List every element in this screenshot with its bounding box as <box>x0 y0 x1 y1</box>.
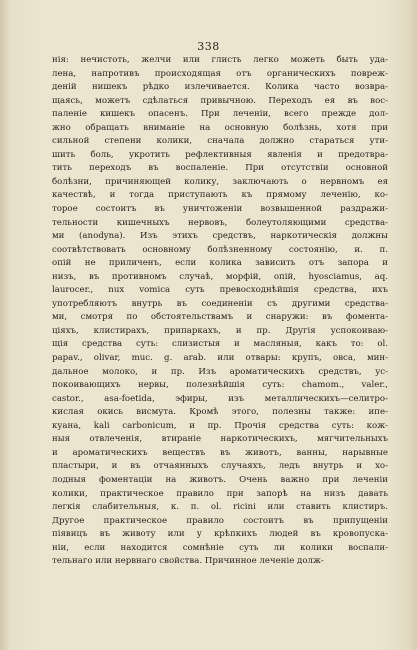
text-line: Другое практическое правило состоитъ въ припущеніи <box>52 515 388 526</box>
text-line: легкія слабительныя, к. п. ol. ricini или ставить клистиръ. <box>52 502 388 513</box>
text-line: кислая окись висмута. Кромѣ этого, полезны также: ипе- <box>52 407 388 418</box>
text-line: ми (anodyna). Изъ этихъ средствъ, наркотическія должны <box>52 231 388 242</box>
text-line: колики, практическое правило при запорѣ на низъ давать <box>52 488 388 499</box>
text-line: ми, смотря по обстоятельствамъ и снаружи: въ фомента- <box>52 312 388 323</box>
text-line: низъ, въ противномъ случаѣ, морфій, опій, hyoscіamus, aq. <box>52 271 388 282</box>
text-line: покоивающихъ нервы, полезнѣйшія суть: chamom., valer., <box>52 380 388 391</box>
text-line: тельности кишечныхъ нервовъ, болеутоляющими средства- <box>52 217 388 228</box>
text-line: сильной степени колики, сначала должно стараться ути- <box>52 136 388 147</box>
text-line: щія средства суть: слизистыя и масляныя, какъ то: ol. <box>52 339 388 350</box>
text-line: laurocer., nux vomica суть превосходнѣйшія средства, ихъ <box>52 285 388 296</box>
text-line: піявицъ въ животу или у крѣпкихъ людей въ кровопуска- <box>52 529 388 540</box>
text-line: ніи, если находится сомнѣніе суть ли колики воспали- <box>52 542 388 553</box>
text-line: нія: нечистоть, желчи или глисть легко можеть быть уда- <box>52 55 388 65</box>
text-line: лена, напротивъ происходящая отъ органическихъ повреж- <box>52 68 388 79</box>
text-line: ныя отвлеченія, втираніе наркотическихъ, мягчительныхъ <box>52 434 388 445</box>
text-line: опій не приличенъ, если колика зависить отъ запора и <box>52 258 388 269</box>
text-line: деній нишекъ рѣдко излечивается. Колика часто возвра- <box>52 82 388 93</box>
text-line: куана, kali carbonicum, и пр. Прочія средства суть: кож- <box>52 420 388 431</box>
text-line: тить переходъ въ воспаленіе. При отсутствіи основной <box>52 163 388 174</box>
text-line: лодныя фоментаціи на животъ. Очень важно при леченіи <box>52 474 388 485</box>
text-line: жно обращать вниманіе на основную болѣзнь, хотя при <box>52 122 388 133</box>
text-line: паленіе кишекъ опасенъ. При леченіи, всего прежде дол- <box>52 109 388 120</box>
text-line: торое состоитъ въ уничтоженіи возвышенной раздражи- <box>52 204 388 215</box>
text-line: дальное молоко, и пр. Изъ ароматическихъ средствъ, ус- <box>52 366 388 377</box>
text-line: papav., olivar, muc. g. arab. или отвары: крупъ, овса, мин- <box>52 353 388 364</box>
page-number: 338 <box>197 40 220 53</box>
text-line: соотвѣтствовать основному болѣзненному состоянію, и. п. <box>52 244 388 255</box>
text-line: болѣзни, причиняющей колику, заключають о нервномъ ея <box>52 176 388 187</box>
body-text <box>52 54 388 569</box>
text-line: шить боль, укротить рефлективныя явленія и предотвра- <box>52 149 388 160</box>
text-line: castor., asa-foetida, эфиры, изъ металлическихъ—селитро- <box>52 393 388 404</box>
text-line: ціяхъ, клистирахъ, припаркахъ, и пр. Другія успокоиваю- <box>52 325 388 336</box>
text-line: тельнаго или нервнаго свойства. Причинное леченіе долж- <box>52 556 324 567</box>
text-line: качествѣ, и тогда приступають къ прямому леченію, ко- <box>52 190 388 201</box>
text-line: и ароматическихъ веществъ въ животъ, ванны, нарывные <box>52 447 388 458</box>
text-line: щаясь, можетъ сдѣлаться привычною. Переходъ ея въ вос- <box>52 95 388 106</box>
text-line: пластыри, и въ отчаянныхъ случаяхъ, ледъ внутрь и хо- <box>52 461 388 472</box>
text-line: употребляютъ внутрь въ соединеніи съ другими средства- <box>52 298 388 309</box>
